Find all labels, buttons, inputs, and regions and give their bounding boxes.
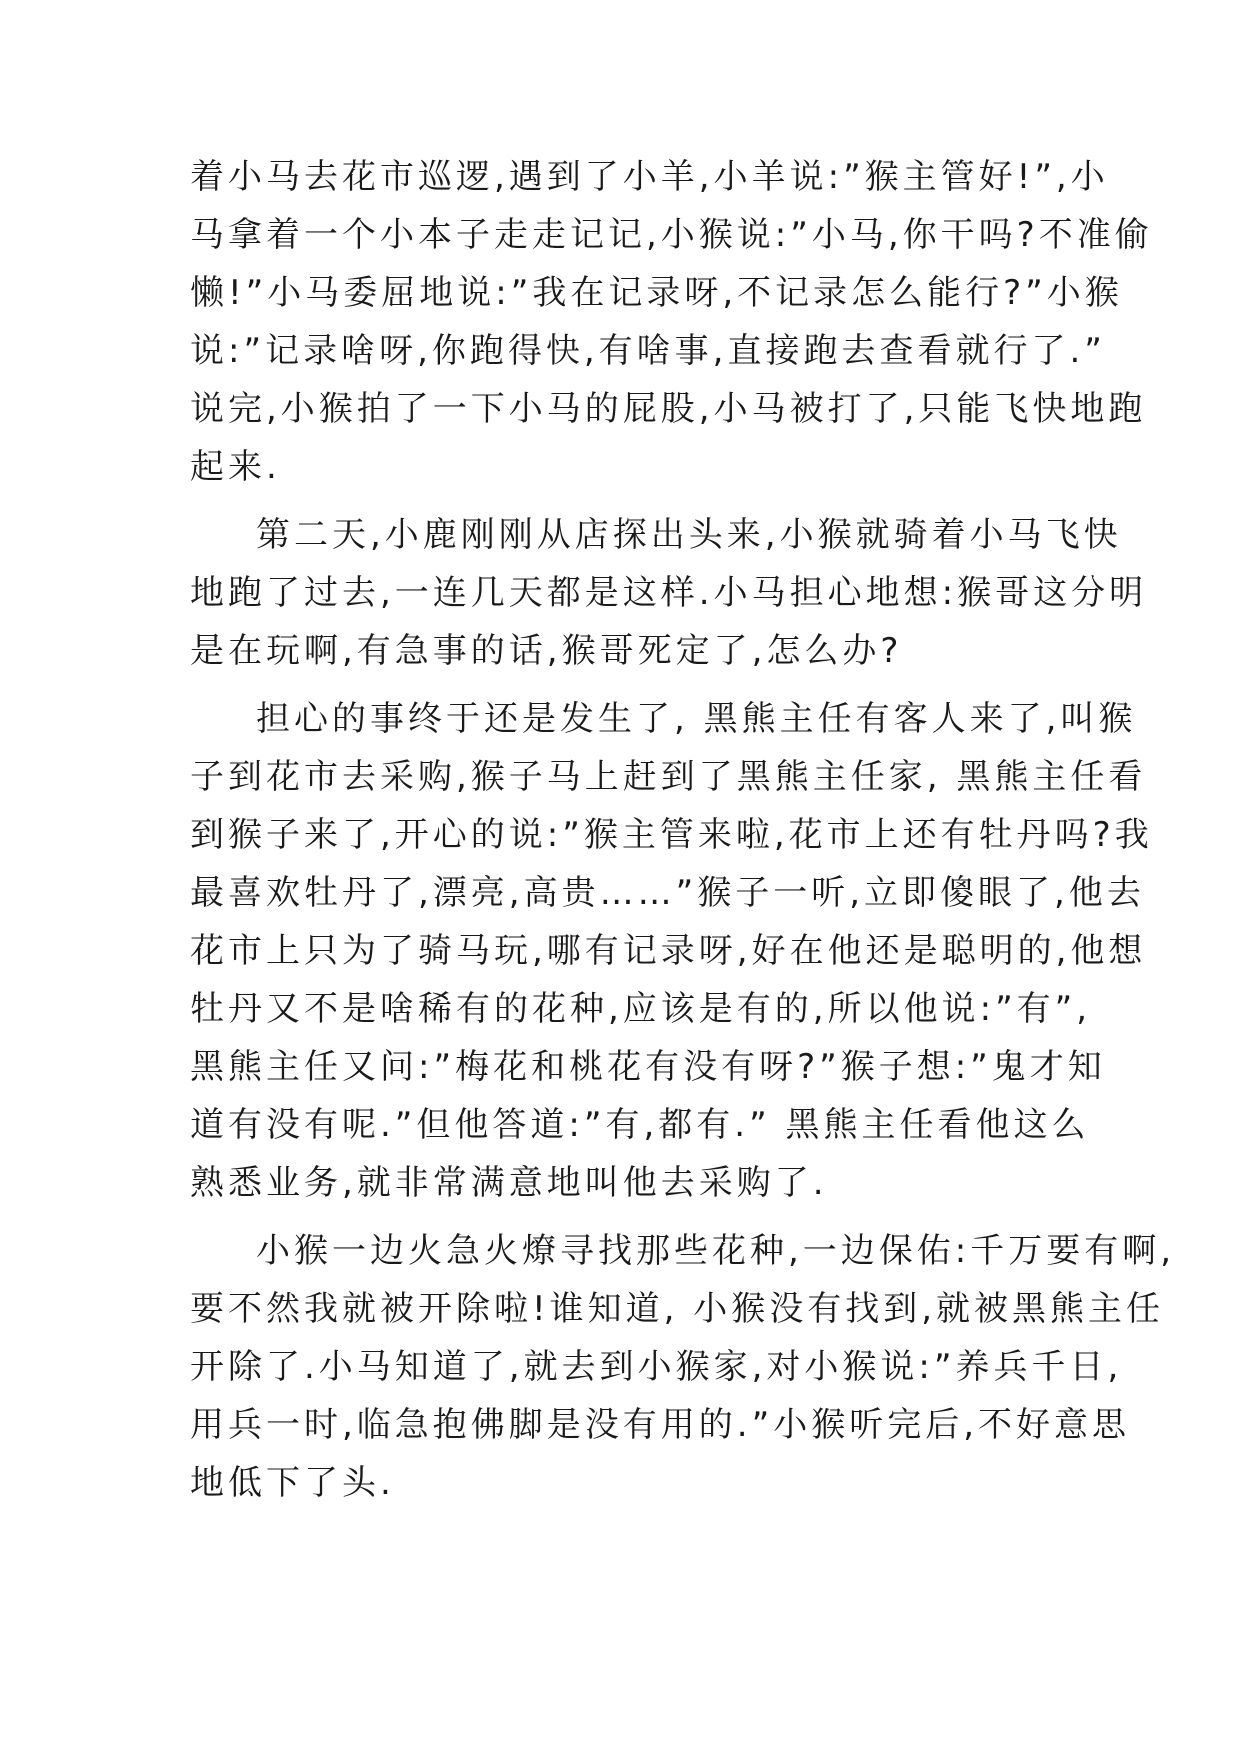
document-body [190, 148, 1176, 1512]
text-line: 子到花市去采购,猴子马上赶到了黑熊主任家, 黑熊主任看 [190, 757, 1147, 797]
text-line: 小猴一边火急火燎寻找那些花种,一边保佑:千万要有啊, [256, 1231, 1176, 1271]
text-line: 地低下了头. [190, 1463, 395, 1503]
text-line: 说完,小猴拍了一下小马的屁股,小马被打了,只能飞快地跑 [190, 389, 1147, 429]
text-line: 用兵一时,临急抱佛脚是没有用的.”小猴听完后,不好意思 [190, 1405, 1131, 1445]
paragraph-2 [190, 506, 1148, 680]
text-line: 开除了.小马知道了,就去到小猴家,对小猴说:”养兵千日, [190, 1347, 1123, 1387]
text-line: 最喜欢牡丹了,漂亮,高贵……”猴子一听,立即傻眼了,他去 [190, 873, 1145, 913]
text-line: 牡丹又不是啥稀有的花种,应该是有的,所以他说:”有”, [190, 989, 1092, 1029]
text-line: 说:”记录啥呀,你跑得快,有啥事,直接跑去查看就行了.” [190, 331, 1106, 371]
text-line: 懒!”小马委屈地说:”我在记录呀,不记录怎么能行?”小猴 [190, 273, 1123, 313]
paragraph-1 [190, 148, 1153, 496]
text-line: 起来. [190, 447, 281, 487]
text-line: 马拿着一个小本子走走记记,小猴说:”小马,你干吗?不准偷 [190, 215, 1153, 255]
text-line: 要不然我就被开除啦!谁知道, 小猴没有找到,就被黑熊主任 [190, 1289, 1165, 1329]
text-line: 担心的事终于还是发生了, 黑熊主任有客人来了,叫猴 [256, 699, 1137, 739]
paragraph-3 [190, 690, 1153, 1212]
text-line: 到猴子来了,开心的说:”猴主管来啦,花市上还有牡丹吗?我 [190, 815, 1153, 855]
text-line: 是在玩啊,有急事的话,猴哥死定了,怎么办? [190, 631, 903, 671]
text-line: 着小马去花市巡逻,遇到了小羊,小羊说:”猴主管好!”,小 [190, 157, 1109, 197]
paragraph-4 [190, 1222, 1176, 1512]
text-line: 花市上只为了骑马玩,哪有记录呀,好在他还是聪明的,他想 [190, 931, 1147, 971]
text-line: 黑熊主任又问:”梅花和桃花有没有呀?”猴子想:”鬼才知 [190, 1047, 1106, 1087]
text-line: 道有没有呢.”但他答道:”有,都有.” 黑熊主任看他这么 [190, 1105, 1090, 1145]
text-line: 地跑了过去,一连几天都是这样.小马担心地想:猴哥这分明 [190, 573, 1148, 613]
text-line: 熟悉业务,就非常满意地叫他去采购了. [190, 1163, 828, 1203]
text-line: 第二天,小鹿刚刚从店探出头来,小猴就骑着小马飞快 [256, 515, 1122, 555]
